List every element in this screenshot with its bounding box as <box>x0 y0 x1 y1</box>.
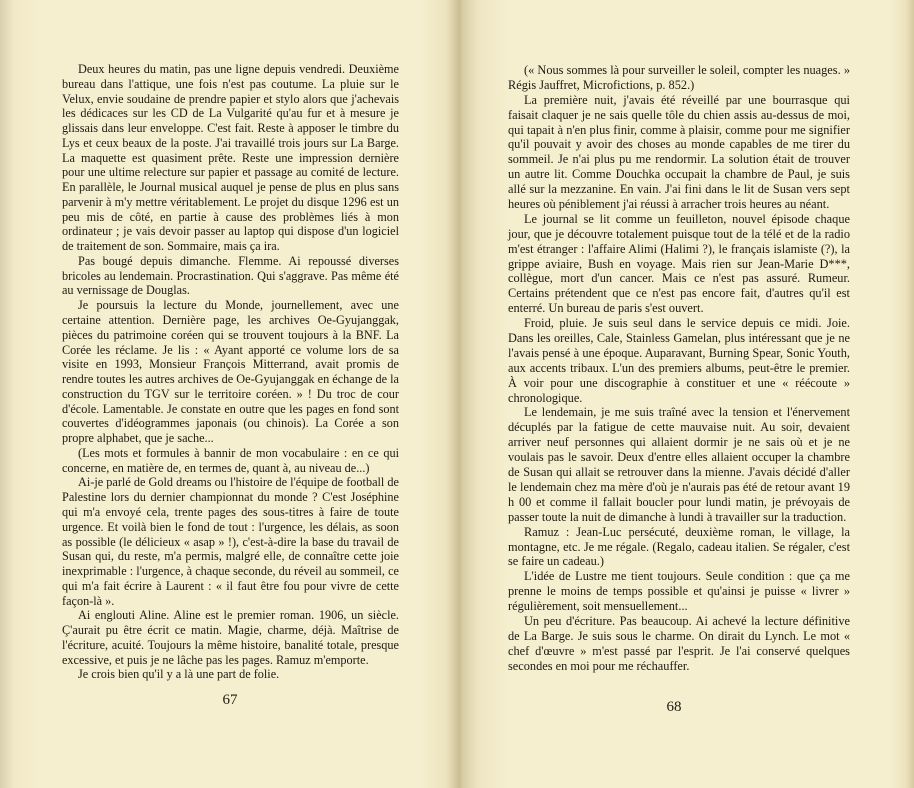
paragraph: (Les mots et formules à bannir de mon vocabulaire : en ce qui concerne, en matière de, en termes de, quant à, au niveau de...) <box>62 445 399 475</box>
paragraph: Je crois bien qu'il y a là une part de folie. <box>78 667 280 682</box>
paragraph: Ai-je parlé de Gold dreams ou l'histoire de l'équipe de football de Palestine lors du dernier championnat du monde ? C'est Joséphine qui m'a envoyé cela, trente pages des sous-titres à faire de toute urgence. Et voilà bien le fond de tout : l'urgence, les délais, as soon as possible (le délicieux « asap » !), c'est-à-dire la base du travail de Susan qui, du reste, m'a permis, malgré elle, de connaître cette joie inexprimable : l'urgence, à chaque seconde, du réveil au sommeil, ce qui m'a fait écrire à Laurent : « il faut être fou pour vivre de cette façon-là ». <box>62 475 399 608</box>
paragraph: Le journal se lit comme un feuilleton, nouvel épisode chaque jour, que je découvre totalement puisque tout de la télé et de la radio m'est étranger : l'affaire Alimi (Halimi ?), le français islamiste (?), la grippe aviaire, Bush en voyage. Mais rien sur Jean-Marie D***, collègue, mort d'un cancer. Mais ce n'est pas assuré. Rumeur. Certains prétendent que ce n'est pas encore fait, d'autres qu'il est enterré. Un bureau de paris s'est ouvert. <box>508 211 850 316</box>
paragraph: Pas bougé depuis dimanche. Flemme. Ai repoussé diverses bricoles au lendemain. Procrastination. Qui s'aggrave. Pas même été au vernissage de Douglas. <box>62 253 399 298</box>
right-page <box>458 0 914 788</box>
paragraph: Le lendemain, je me suis traîné avec la tension et l'énervement décuplés par la fatigue de cette mauvaise nuit. Au soir, devaient arriver neuf personnes qui allaient dormir je ne sais où et je ne voulais pas le savoir. Deux d'entre elles allaient occuper la chambre de Susan qui allait se retrouver dans la mienne. J'avais décidé d'aller le lendemain chez ma mère d'où je n'aurais pas été de retour avant 19 h 00 et comme il fallait boucler pour lundi matin, je prévoyais de passer toute la nuit de dimanche à lundi à travailler sur la traduction. <box>508 405 850 524</box>
paragraph: Un peu d'écriture. Pas beaucoup. Ai achevé la lecture définitive de La Barge. Je suis sous le charme. On dirait du Lynch. Le mot « chef d'œuvre » m'est passé par l'esprit. Je l'ai conservé quelques secondes en moi pour me réchauffer. <box>508 613 850 673</box>
paragraph: La première nuit, j'avais été réveillé par une bourrasque qui faisait claquer je ne sais quelle tôle du chien assis au-dessus de moi, qui tapait à n'en plus finir, comme à plaisir, comme pour me signifier qu'il pouvait y avoir des choses au monde capables de me tirer du sommeil. Je n'ai plus pu me rendormir. La solution était de trouver un autre lit. Comme Douchka occupait la chambre de Paul, je suis allé sur la mezzanine. En vain. J'ai fini dans le lit de Susan vers sept heures où péniblement j'ai réussi à arracher trois heures au néant. <box>508 92 850 212</box>
paragraph: Ai englouti Aline. Aline est le premier roman. 1906, un siècle. Ç'aurait pu être écrit ce matin. Magie, charme, déjà. Maîtrise de l'écriture, acuité. Toujours la même histoire, banalité totale, presque excessive, et puis je ne lâche pas les pages. Ramuz m'emporte. <box>62 608 399 667</box>
paragraph: (« Nous sommes là pour surveiller le soleil, compter les nuages. » Régis Jauffret, Microfictions, p. 852.) <box>508 63 850 92</box>
paragraph: Deux heures du matin, pas une ligne depuis vendredi. Deuxième bureau dans l'attique, une fois n'est pas coutume. La pluie sur le Velux, envie soudaine de prendre papier et stylo alors que j'achevais les dédicaces sur les CD de La Vulgarité qu'au fur et à mesure je glissais dans leur enveloppe. C'est fait. Reste à apposer le timbre du Lys et ceux beaux de la poste. J'ai travaillé trois jours sur La Barge. La maquette est quasiment prête. Reste une impression dernière pour une ultime relecture sur papier et passage au comité de lecture. En parallèle, le Journal musical auquel je pense de plus en plus sans parvenir à m'y mettre véritablement. Le projet du disque 1296 est un peu mis de côté, en partie à cause des problèmes liés à mon ordinateur ; je vais devoir passer au laptop qui dispose d'un logiciel de traitement de son. Sommaire, mais ça ira. <box>62 62 399 254</box>
paragraph: Froid, pluie. Je suis seul dans le service depuis ce midi. Joie. Dans les oreilles, Cale, Stainless Gamelan, plus intéressant que je ne l'avais pensé à une époque. Auparavant, Burning Spear, Sonic Youth, aux accents tribaux. L'un des premiers albums, peut-être le premier. À voir pour une discographie à constituer et une « réécoute » chronologique. <box>508 316 850 405</box>
paragraph: Je poursuis la lecture du Monde, journellement, avec une certaine attention. Dernière page, les archives Oe-Gyujanggak, pièces du patrimoine coréen qui se trouvent toujours à la BNF. La Corée les réclame. Je lis : « Ayant apporté ce volume lors de sa visite en 1993, Monsieur François Mitterrand, avait promis de rendre toutes les autres archives de Oe-Gyujanggak en échange de la construction du TGV sur le territoire coréen. » ! Du troc de cour d'école. Lamentable. Je constate en outre que les pages en fond sont couvertes d'idéogrammes japonais (ou chinois). La Corée a son propre alphabet, que je sache... <box>62 298 399 446</box>
page-number: 67 <box>222 692 238 708</box>
right-page-text <box>508 63 850 674</box>
page-number: 68 <box>666 699 682 715</box>
paragraph: Ramuz : Jean-Luc persécuté, deuxième roman, le village, la montagne, etc. Je me régale. (Regalo, cadeau italien. Se régaler, c'est se faire un cadeau.) <box>508 524 850 569</box>
paragraph: L'idée de Lustre me tient toujours. Seule condition : que ça me prenne le moins de temps possible et qu'ainsi je puisse « livrer » régulièrement, soit mensuellement... <box>508 569 850 614</box>
left-page-text <box>62 62 399 682</box>
